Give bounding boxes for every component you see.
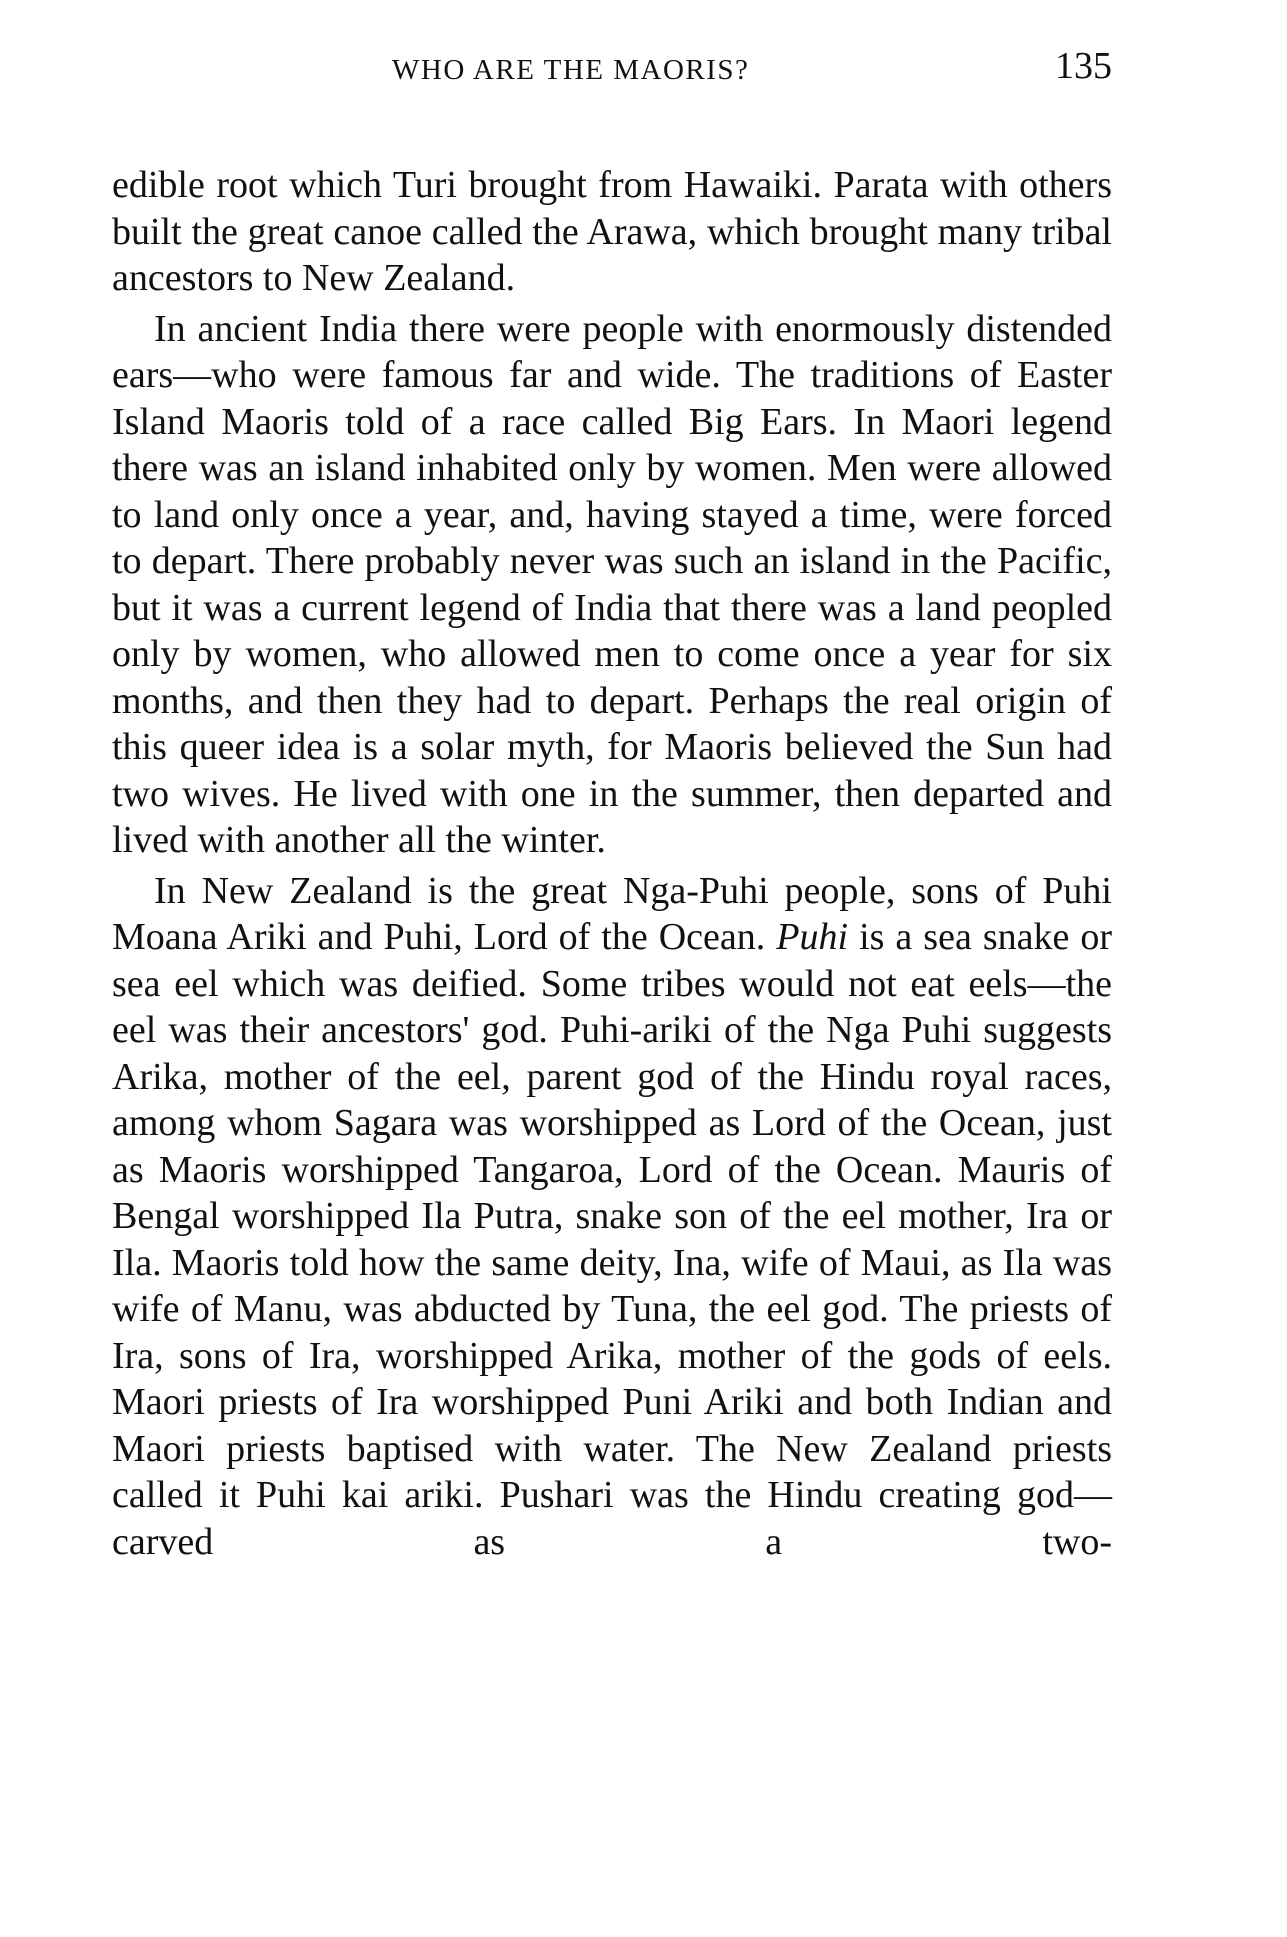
paragraph-2: In ancient India there were people with enormously distended ears—who were famous far and wide. The traditions of Easter Island Maoris told of a race called Big Ears. In Maori legend there was an island inhabited only by women. Men were allowed to land only once a year, and, having stayed a time, were forced to depart. There probably never was such an island in the Pacific, but it was a current legend of India that there was a land peopled only by women, who allowed men to come once a year for six months, and then they had to depart. Perhaps the real origin of this queer idea is a solar myth, for Maoris believed the Sun had two wives. He lived with one in the summer, then departed and lived with another all the winter. xyxy=(112,307,1112,861)
paragraph-3-rest: is a sea snake or sea eel which was deified. Some tribes would not eat eels—the eel was their ancestors' god. Puhi-ariki of the Nga Puhi suggests Arika, mother of the eel, parent god of the Hindu royal races, among whom Sagara was worshipped as Lord of the Ocean, just as Maoris worshipped Tangaroa, Lord of the Ocean. Mauris of Bengal worshipped Ila Putra, snake son of the eel mother, Ira or Ila. Maoris told how the same deity, Ina, wife of Maui, as Ila was wife of Manu, was abducted by Tuna, the eel god. The priests of Ira, sons of Ira, worshipped Arika, mother of the gods of eels. Maori priests of Ira worshipped Puni Ariki and both Indian and Maori priests baptised with water. The New Zealand priests called it Puhi kai ariki. Pushari was the Hindu creating god—carved as a two- xyxy=(112,916,1113,1563)
paragraph-1: edible root which Turi brought from Hawaiki. Parata with others built the great canoe called the Arawa, which brought many tribal ancestors to New Zealand. xyxy=(112,164,1112,299)
italic-term-puhi: Puhi xyxy=(776,916,849,958)
running-title: WHO ARE THE MAORIS? xyxy=(392,54,750,86)
running-head xyxy=(112,30,1112,100)
paragraph-3-lead: In New Zealand is the great Nga-Puhi people, sons of Puhi Moana Ariki and Puhi, Lord of the Ocean. xyxy=(112,869,1112,958)
book-page xyxy=(112,30,1112,1569)
paragraph-3 xyxy=(112,868,1112,1566)
body-text xyxy=(112,162,1112,1565)
page-number: 135 xyxy=(1055,45,1112,87)
